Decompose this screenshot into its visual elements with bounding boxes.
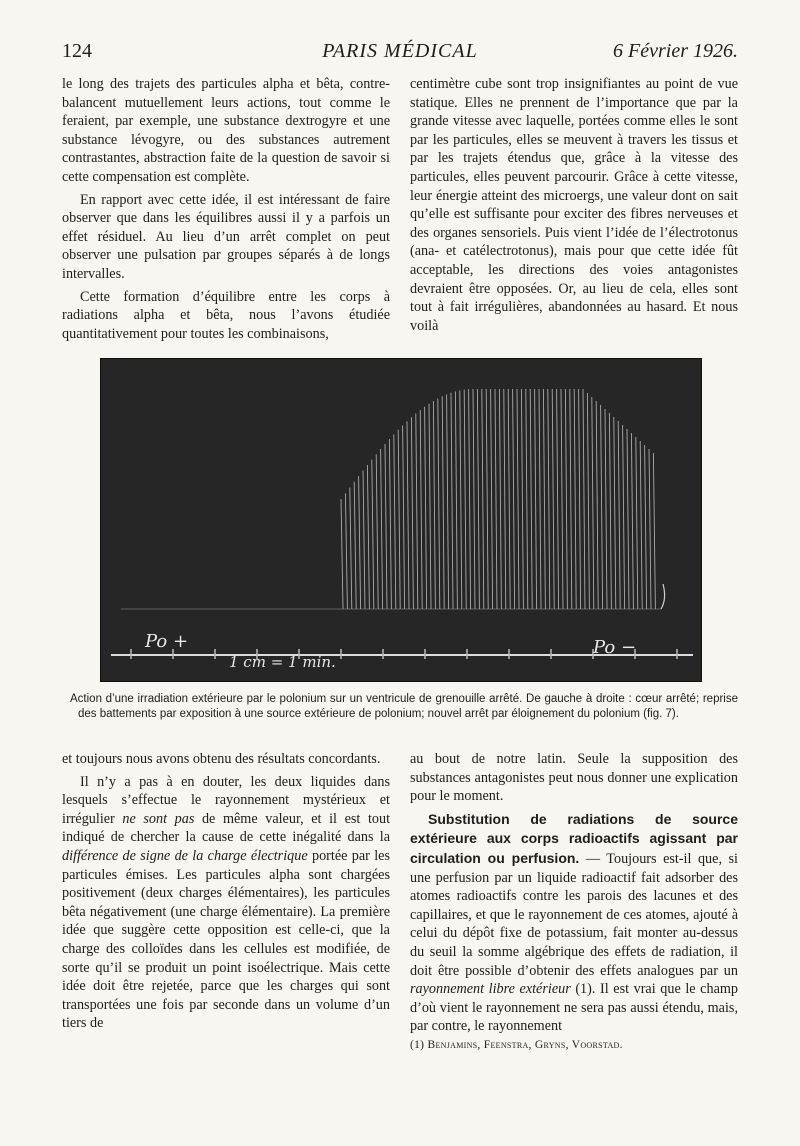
figure-kymograph	[100, 358, 702, 682]
beat-stroke	[425, 407, 427, 609]
beat-stroke	[354, 482, 356, 609]
beat-stroke	[579, 389, 581, 609]
beat-stroke	[583, 389, 585, 609]
text-run: portée par les particules émises. Les particules alpha sont chargées positivement (deux charges élémentaires), les particules bêta négativement (une charge élémentaire). La première idée que suggère cette opposition est celle-ci, que la charge des colloïdes dans les cellules est modifiée, de sorte qu’il se produit un point isoélectrique. Mais cette idée doit être rejetée, parce que les charges qui sont transportées une fois par seconde dans un volume d’un tiers de	[62, 847, 390, 1032]
paragraph	[62, 773, 390, 1033]
beat-stroke	[469, 389, 471, 609]
paragraph: le long des trajets des particules alpha et bêta, contre-balancent mutuellement leurs actions, tout comme le feraient, par exemple, une substance dextrogyre et une substance lévogyre, ou des substances autrement contrastantes, abstraction faite de la question de savoir si cette compensation est complète.	[62, 76, 390, 185]
beat-stroke	[526, 389, 528, 609]
beat-stroke	[438, 399, 440, 609]
beat-stroke	[482, 389, 484, 609]
beat-stroke	[543, 389, 545, 609]
page-header	[62, 40, 738, 68]
beat-stroke	[416, 414, 418, 609]
beat-stroke	[649, 449, 651, 609]
beat-stroke	[385, 444, 387, 609]
beat-stroke	[420, 410, 422, 609]
beat-stroke	[636, 437, 638, 609]
beat-stroke	[548, 389, 550, 609]
emphasis: ne sont pas	[122, 810, 195, 827]
beat-stroke	[367, 465, 369, 609]
beat-stroke	[363, 471, 365, 609]
beat-stroke	[407, 421, 409, 609]
emphasis: différence de signe de la charge électrique	[62, 847, 308, 864]
beat-stroke	[442, 396, 444, 609]
text-run: — Toujours est-il que, si une perfusion par un liquide radioactif fait adsorber des atomes radioactifs contre les parois des lacunes et des capillaires, et que le rayonnement de ces atomes, ajouté à celui du dépôt fixe de potassium, fait monter au-dessus du seuil la somme algébrique des effets de radiation, il doit être possible d’obtenir des effets analogues par un	[410, 850, 738, 979]
figure-caption	[62, 692, 738, 722]
end-curve	[661, 584, 665, 609]
beat-stroke	[513, 389, 515, 609]
beat-stroke	[376, 454, 378, 609]
beat-stroke	[359, 476, 361, 609]
beat-stroke	[601, 405, 603, 609]
page-number: 124	[62, 40, 92, 62]
beat-stroke	[605, 409, 607, 609]
beat-stroke	[627, 429, 629, 609]
text-run: de même valeur, et il est tout indiqué de chercher la cause de cette inégalité dans la	[62, 810, 391, 846]
beat-stroke	[614, 417, 616, 609]
polonium-on-label: Po +	[145, 631, 189, 652]
kymograph-trace	[101, 359, 701, 681]
paragraph: Cette formation d’équilibre entre les corps à radiations alpha et bêta, nous l’avons étudiée quantitativement pour toutes les combinaisons,	[62, 288, 390, 342]
beat-stroke	[495, 389, 497, 609]
beat-stroke	[640, 441, 642, 609]
paragraph: et toujours nous avons obtenu des résultats concordants.	[62, 751, 381, 767]
right-column-bottom	[410, 750, 738, 1055]
beat-stroke	[433, 401, 435, 609]
beat-stroke	[592, 397, 594, 609]
paragraph	[410, 810, 738, 1036]
beat-stroke	[411, 417, 413, 609]
beat-stroke	[557, 389, 559, 609]
beat-stroke	[596, 401, 598, 609]
beat-stroke	[631, 433, 633, 609]
beat-stroke	[653, 453, 655, 609]
beat-stroke	[372, 460, 374, 609]
beat-stroke	[389, 439, 391, 609]
emphasis: rayonnement libre extérieur	[410, 981, 571, 998]
beat-stroke	[517, 389, 519, 609]
beat-stroke	[609, 413, 611, 609]
journal-title: PARIS MÉDICAL	[322, 40, 478, 62]
beat-stroke	[486, 389, 488, 609]
beat-stroke	[473, 389, 475, 609]
paragraph: centimètre cube sont trop insignifiantes au point de vue statique. Elles ne prennent de l’importance que par la grande vitesse avec laquelle, portées comme elles le sont par les particules, elles se meuvent à travers les tissus et par les trajets étendus que, grâce à la vitesse des particules, elles peuvent parcourir. Grâce à cette vitesse, leur énergie atteint des microergs, une valeur dont on sait qu’elle est suffisante pour exciter des fibres nerveuses et des organes sensoriels. Puis vient l’idée de l’électrotonus (ana- et catélectrotonus), mais pour que cette idée fût acceptable, les directions des voies antagonistes devraient être opposées. Or, au lieu de cela, elles sont tout à fait irrégulières, abandonnées au hasard. Et nous voilà	[410, 76, 738, 334]
beat-stroke	[341, 499, 343, 609]
footnote-text: (1) Benjamins, Feenstra, Gryns, Voorstad.	[410, 1038, 623, 1051]
polonium-off-label: Po −	[593, 637, 637, 658]
beat-stroke	[499, 389, 501, 609]
beat-stroke	[451, 393, 453, 609]
beat-stroke	[447, 394, 449, 609]
beat-stroke	[535, 389, 537, 609]
beat-stroke	[645, 445, 647, 609]
section-heading: Substitution de radiations de source extérieure aux corps radioactifs agissant par circulation ou perfusion.	[410, 810, 738, 866]
text-run: (1). Il est vrai que le champ d’où vient le rayonnement ne sera pas aussi étendu, mais, par contre, le rayonnement	[410, 981, 738, 1035]
paragraph: au bout de notre latin. Seule la supposition des substances antagonistes peut nous donner une explication pour le moment.	[410, 751, 738, 805]
caption-text: Action d’une irradiation extérieure par le polonium sur un ventricule de grenouille arrêté. De gauche à droite : cœur arrêté; reprise des battements par exposition à une source extérieure de polonium; nouvel arrêt par éloignement du polonium (fig. 7).	[70, 693, 738, 720]
issue-date: 6 Février 1926.	[613, 40, 738, 62]
beat-stroke	[587, 393, 589, 609]
beat-stroke	[381, 449, 383, 609]
beat-stroke	[350, 488, 352, 609]
beat-stroke	[403, 425, 405, 609]
beat-stroke	[530, 389, 532, 609]
beat-stroke	[345, 493, 347, 609]
beat-stroke	[539, 389, 541, 609]
beat-stroke	[565, 389, 567, 609]
beat-stroke	[394, 434, 396, 609]
left-column-top	[62, 75, 390, 343]
text-run: Il n’y a pas à en douter, les deux liquides dans lesquels s’effectue le rayonnement mystérieux et irrégulier	[62, 773, 390, 827]
beat-stroke	[623, 425, 625, 609]
left-column-bottom	[62, 750, 390, 1033]
paragraph: En rapport avec cette idée, il est intéressant de faire observer que dans les équilibres aussi il y a parfois un effet résiduel. Au lieu d’un arrêt complet on peut observer une pulsation par groupes séparés à de longs intervalles.	[62, 191, 390, 282]
beat-stroke	[429, 404, 431, 609]
beat-stroke	[552, 389, 554, 609]
beat-stroke	[491, 389, 493, 609]
beat-stroke	[574, 389, 576, 609]
scale-label: 1 cm = 1 min.	[229, 653, 336, 671]
beat-stroke	[618, 421, 620, 609]
right-column-top	[410, 75, 738, 335]
footnote	[410, 1036, 738, 1055]
beat-stroke	[561, 389, 563, 609]
beat-stroke	[508, 389, 510, 609]
beat-stroke	[455, 391, 457, 609]
beat-stroke	[570, 389, 572, 609]
beat-stroke	[464, 390, 466, 609]
beat-stroke	[504, 389, 506, 609]
beat-stroke	[521, 389, 523, 609]
beat-stroke	[460, 390, 462, 609]
beat-stroke	[398, 430, 400, 609]
beat-stroke	[477, 389, 479, 609]
